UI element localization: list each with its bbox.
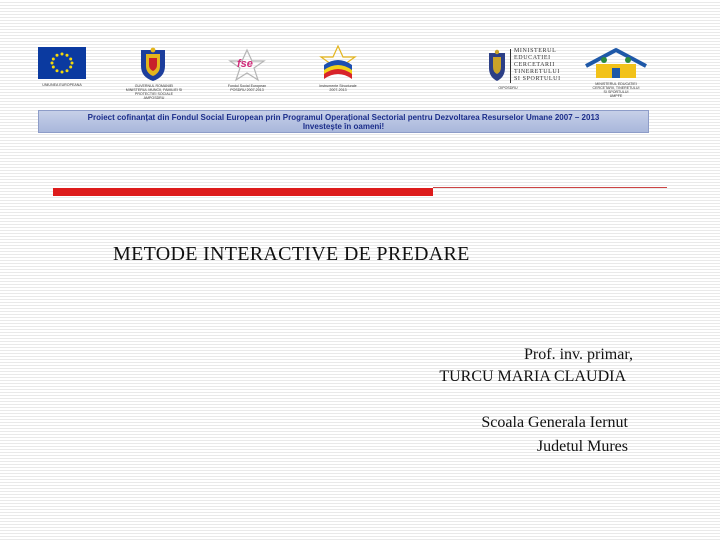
is-caption: Instrumente Structurale 2007-2013 bbox=[319, 84, 357, 92]
county-name: Judetul Mures bbox=[536, 438, 628, 455]
eu-flag-logo bbox=[38, 47, 86, 79]
ministry-line: TINERETULUI bbox=[514, 69, 560, 75]
gov-caption: GUVERNUL ROMANIEI MINISTERUL MUNCII, FAMILIEI SI PROTECTIEI SOCIALE AMPOSDRU bbox=[125, 84, 183, 100]
eu-caption: UNIUNEA EUROPEANA bbox=[42, 83, 82, 87]
thin-accent-line bbox=[433, 187, 667, 188]
osi-caption: OIPOSDRU bbox=[498, 86, 518, 90]
ministry-divider bbox=[510, 49, 511, 83]
eu-stars-icon bbox=[38, 47, 86, 79]
romania-coat-of-arms-logo bbox=[138, 46, 168, 82]
funding-banner: Proiect cofinanțat din Fondul Social European prin Programul Operațional Sectorial pentru Dezvoltarea Resurselor Umane 2007 – 2013 Investește în oameni! bbox=[38, 110, 649, 133]
ministry-text-block bbox=[514, 48, 561, 83]
red-accent-bar bbox=[53, 188, 433, 196]
author-role: Prof. inv. primar, bbox=[524, 346, 633, 363]
fse-caption: Fondul Social European POSDRU 2007-2013 bbox=[227, 84, 267, 92]
house-people-logo bbox=[582, 46, 650, 80]
presentation-title: METODE INTERACTIVE DE PREDARE bbox=[113, 243, 470, 265]
fse-star-logo bbox=[226, 48, 268, 82]
ministry-line: SI SPORTULUI bbox=[514, 76, 561, 82]
ministry-line: CERCETARII bbox=[514, 62, 555, 68]
mect-caption: MINISTERUL EDUCATIEI CERCETARII, TINERETULUI SI SPORTULUI UMPFE bbox=[592, 82, 640, 98]
ministry-line: MINISTERUL bbox=[514, 48, 557, 54]
instrumente-structurale-logo bbox=[318, 45, 358, 83]
ministry-line: EDUCATIEI bbox=[514, 55, 551, 61]
author-name: TURCU MARIA CLAUDIA bbox=[439, 368, 626, 385]
ministry-emblem-logo bbox=[486, 48, 508, 82]
fse-mark: fse bbox=[237, 58, 253, 70]
school-name: Scoala Generala Iernut bbox=[481, 414, 628, 431]
